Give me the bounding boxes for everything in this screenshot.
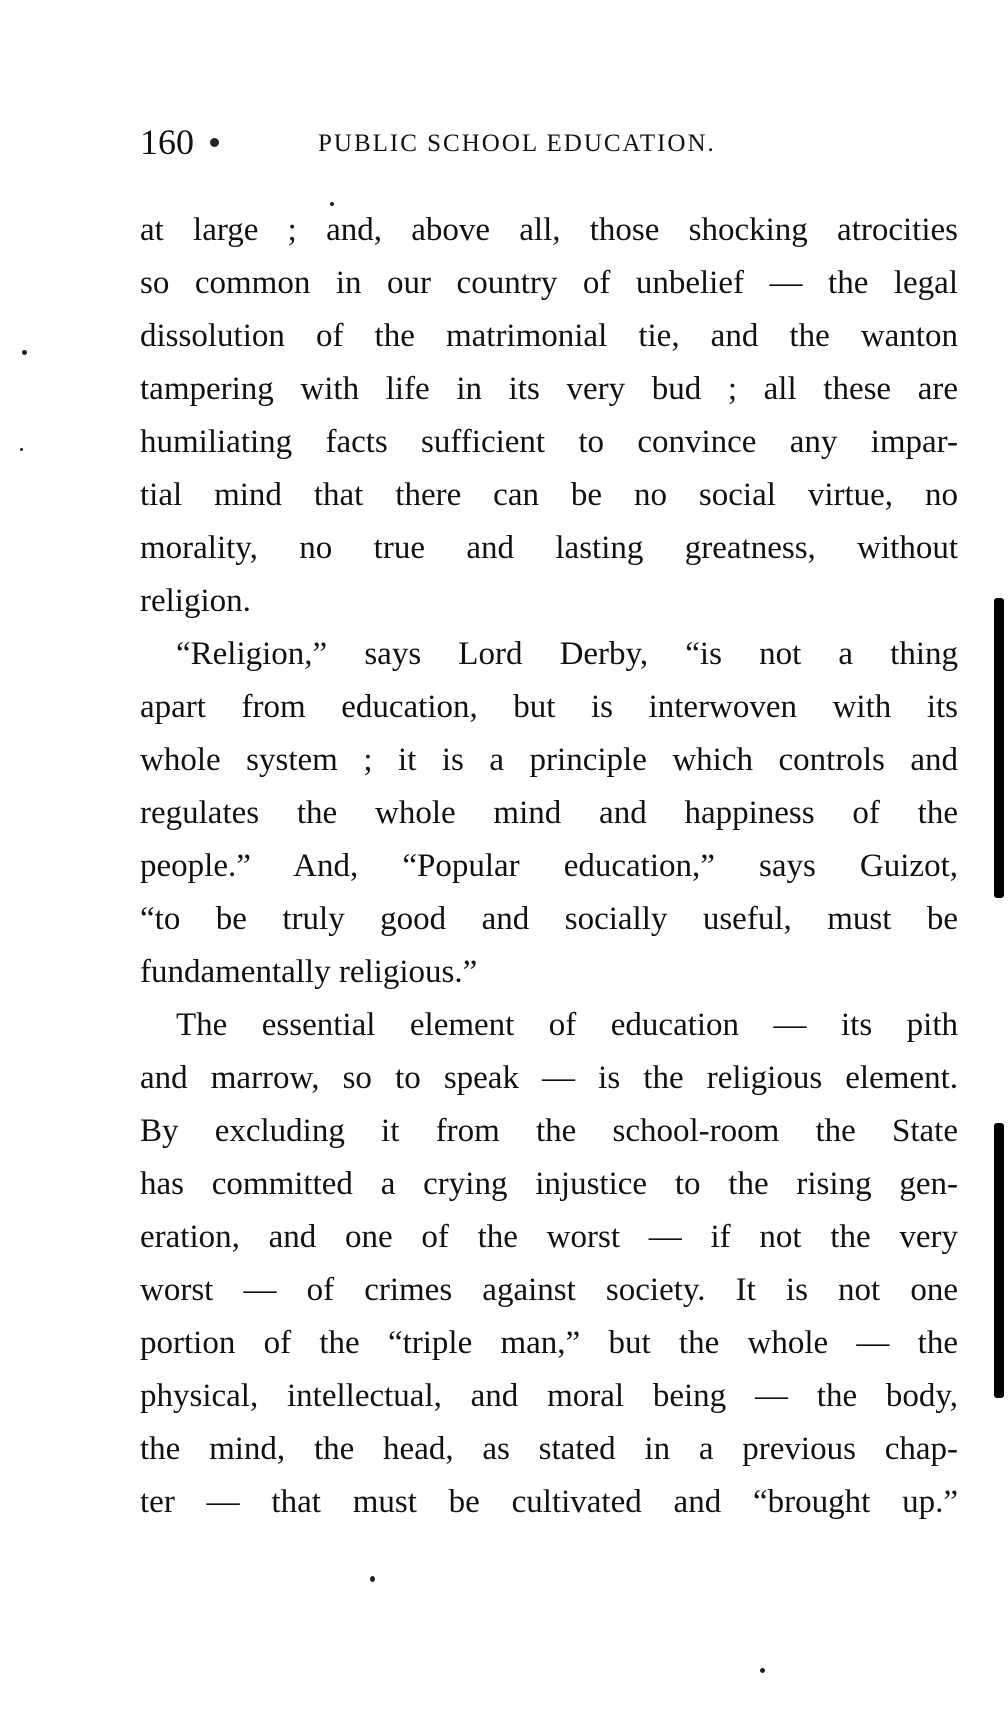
text-line: By excluding it from the school-room the State [140, 1113, 958, 1149]
scan-edge-mark-upper [994, 598, 1004, 898]
scan-speck [330, 202, 334, 206]
text-line: morality, no true and lasting greatness, without [140, 530, 958, 566]
paragraph-1 [140, 204, 958, 628]
text-line: eration, and one of the worst — if not the very [140, 1219, 958, 1255]
text-line: portion of the “triple man,” but the whole — the [140, 1325, 958, 1361]
text-line: and marrow, so to speak — is the religious element. [140, 1060, 958, 1096]
text-line: at large ; and, above all, those shocking atrocities [140, 212, 958, 248]
text-line: “Religion,” says Lord Derby, “is not a thing [176, 636, 958, 672]
text-line: regulates the whole mind and happiness of the [140, 795, 958, 831]
scan-speck [210, 138, 219, 147]
text-line: people.” And, “Popular education,” says Guizot, [140, 848, 958, 884]
scan-speck [20, 448, 23, 451]
text-line: worst — of crimes against society. It is not one [140, 1272, 958, 1308]
text-line: humiliating facts sufficient to convince any impar- [140, 424, 958, 460]
text-line: the mind, the head, as stated in a previous chap- [140, 1431, 958, 1467]
text-line: tampering with life in its very bud ; all these are [140, 371, 958, 407]
text-line: religion. [140, 583, 251, 619]
paragraph-2 [140, 628, 958, 999]
running-head: PUBLIC SCHOOL EDUCATION. [318, 130, 716, 157]
text-line: tial mind that there can be no social virtue, no [140, 477, 958, 513]
text-line: dissolution of the matrimonial tie, and the wanton [140, 318, 958, 354]
text-line: so common in our country of unbelief — the legal [140, 265, 958, 301]
text-line: has committed a crying injustice to the rising gen- [140, 1166, 958, 1202]
page-number: 160 [140, 122, 194, 162]
text-line: whole system ; it is a principle which controls and [140, 742, 958, 778]
scan-speck [22, 350, 27, 355]
scan-speck [370, 1576, 375, 1582]
text-line: fundamentally religious.” [140, 954, 478, 990]
text-line: “to be truly good and socially useful, must be [140, 901, 958, 937]
text-line: physical, intellectual, and moral being — the body, [140, 1378, 958, 1414]
paragraph-3 [140, 999, 958, 1529]
scan-speck [760, 1668, 765, 1673]
body-text [140, 204, 958, 1529]
text-line: apart from education, but is interwoven with its [140, 689, 958, 725]
page-header [140, 118, 960, 168]
scan-edge-mark-lower [994, 1123, 1004, 1398]
text-line: The essential element of education — its pith [176, 1007, 958, 1043]
text-line: ter — that must be cultivated and “brought up.” [140, 1484, 958, 1520]
